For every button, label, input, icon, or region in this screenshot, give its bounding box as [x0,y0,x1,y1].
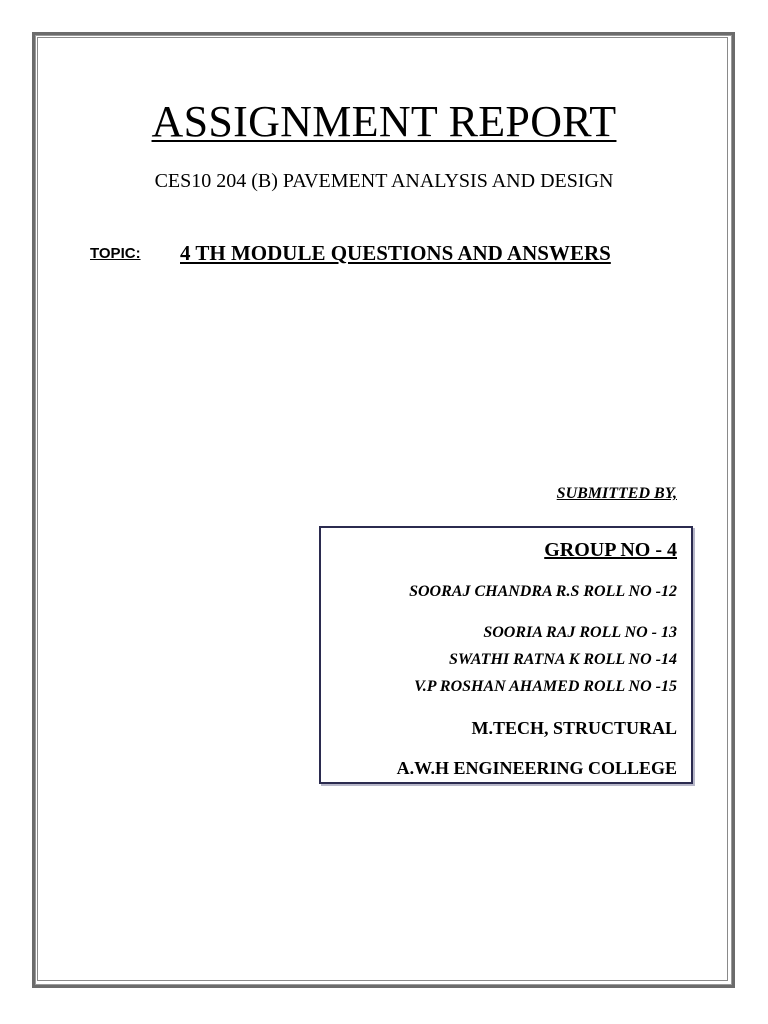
topic-label: TOPIC: [90,245,141,262]
college-name: A.W.H ENGINEERING COLLEGE [396,758,677,778]
member-entry: SOORAJ CHANDRA R.S ROLL NO -12 [409,583,677,600]
member-entry: SWATHI RATNA K ROLL NO -14 [448,651,677,668]
member-entry: V.P ROSHAN AHAMED ROLL NO -15 [414,678,677,695]
report-title: ASSIGNMENT REPORT [151,97,617,146]
topic-text: 4 TH MODULE QUESTIONS AND ANSWERS [180,241,611,265]
submitted-by-label: SUBMITTED BY, [556,485,677,502]
group-number: GROUP NO - 4 [544,539,677,561]
department: M.TECH, STRUCTURAL [471,718,677,738]
member-entry: SOORIA RAJ ROLL NO - 13 [483,624,677,641]
course-title: CES10 204 (B) PAVEMENT ANALYSIS AND DESIGN [154,170,614,192]
